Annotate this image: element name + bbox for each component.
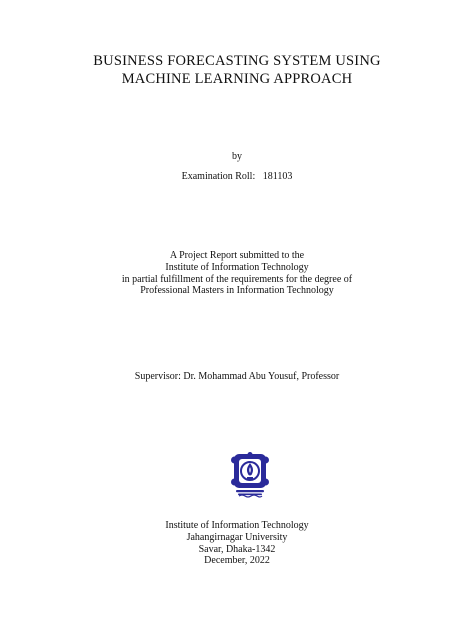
institution-address [0, 520, 474, 567]
report-line-2: Institute of Information Technology [165, 261, 309, 273]
report-line-4: Professional Masters in Information Technology [140, 285, 334, 297]
report-statement [0, 250, 474, 297]
address-line-3: Savar, Dhaka-1342 [198, 543, 276, 555]
title-line-2: MACHINE LEARNING APPROACH [121, 71, 353, 87]
examination-roll-label: Examination Roll: [181, 171, 256, 182]
university-emblem-icon [230, 452, 270, 502]
address-line-2: Jahangirnagar University [186, 531, 288, 543]
report-line-3: in partial fulfillment of the requirements for the degree of [121, 273, 353, 285]
supervisor-line: Supervisor: Dr. Mohammad Abu Yousuf, Professor [134, 371, 340, 382]
report-line-1: A Project Report submitted to the [169, 250, 305, 261]
examination-roll [0, 170, 474, 183]
byline: by [232, 151, 242, 162]
examination-roll-value: 181103 [262, 171, 293, 182]
document-title [0, 52, 474, 88]
address-line-4: December, 2022 [204, 555, 270, 567]
title-line-1: BUSINESS FORECASTING SYSTEM USING [93, 53, 381, 69]
address-line-1: Institute of Information Technology [165, 520, 309, 531]
